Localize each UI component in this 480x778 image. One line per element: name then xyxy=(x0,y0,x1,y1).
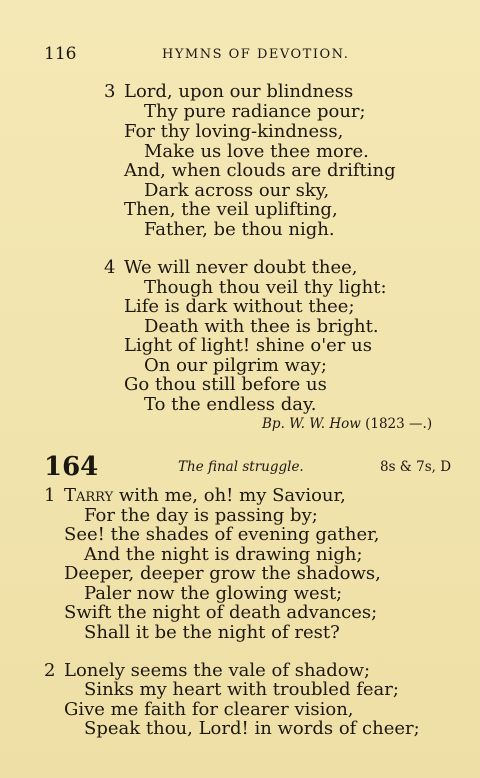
verse-line: Deeper, deeper grow the shadows, xyxy=(64,563,381,584)
verse-line: See! the shades of evening gather, xyxy=(64,524,380,545)
verse-number: 2 xyxy=(44,660,56,681)
verse-line: Paler now the glowing west; xyxy=(84,583,343,604)
hymn-attribution xyxy=(262,416,432,432)
verse-number: 3 xyxy=(104,81,116,102)
author-name: Bp. W. W. How xyxy=(262,416,361,432)
verse-number: 4 xyxy=(104,257,116,278)
verse-line: Dark across our sky, xyxy=(144,180,330,201)
verse-line: Though thou veil thy light: xyxy=(144,277,387,298)
verse-line: For the day is passing by; xyxy=(84,505,318,526)
verse-line: Shall it be the night of rest? xyxy=(84,622,340,643)
verse-line: Go thou still before us xyxy=(124,374,327,395)
page-header xyxy=(44,44,436,64)
verse-line: To the endless day. xyxy=(144,394,317,415)
hymn-meter: 8s & 7s, D xyxy=(380,459,452,475)
verse-line: Speak thou, Lord! in words of cheer; xyxy=(84,718,420,739)
hymn-title: The final struggle. xyxy=(178,459,304,475)
verse-line: Give me faith for clearer vision, xyxy=(64,699,354,720)
first-word: Tarry xyxy=(64,485,114,506)
verse-line: For thy loving-kindness, xyxy=(124,121,344,142)
verse-line: Death with thee is bright. xyxy=(144,316,379,337)
hymn-number: 164 xyxy=(44,452,99,482)
verse-line: Light of light! shine o'er us xyxy=(124,335,372,356)
running-head: HYMNS OF DEVOTION. xyxy=(162,47,350,62)
verse-number: 1 xyxy=(44,485,56,506)
verse-line: Life is dark without thee; xyxy=(124,296,355,317)
page-number: 116 xyxy=(44,44,77,64)
verse-line: Lord, upon our blindness xyxy=(124,81,354,102)
verse-line: Make us love thee more. xyxy=(144,141,369,162)
verse-line: Thy pure radiance pour; xyxy=(144,101,366,122)
verse-line: Swift the night of death advances; xyxy=(64,602,378,623)
verse-line: Then, the veil uplifting, xyxy=(124,199,338,220)
verse-line: Sinks my heart with troubled fear; xyxy=(84,679,399,700)
verse-line: We will never doubt thee, xyxy=(124,257,358,278)
verse-first-line xyxy=(64,486,346,506)
verse-line: On our pilgrim way; xyxy=(144,355,327,376)
first-line-rest: with me, oh! my Saviour, xyxy=(113,485,346,506)
verse-line: And the night is drawing nigh; xyxy=(84,544,363,565)
author-dates: (1823 —.) xyxy=(365,416,433,432)
verse-line: And, when clouds are drifting xyxy=(124,160,396,181)
verse-line: Lonely seems the vale of shadow; xyxy=(64,660,371,681)
verse-line: Father, be thou nigh. xyxy=(144,219,335,240)
